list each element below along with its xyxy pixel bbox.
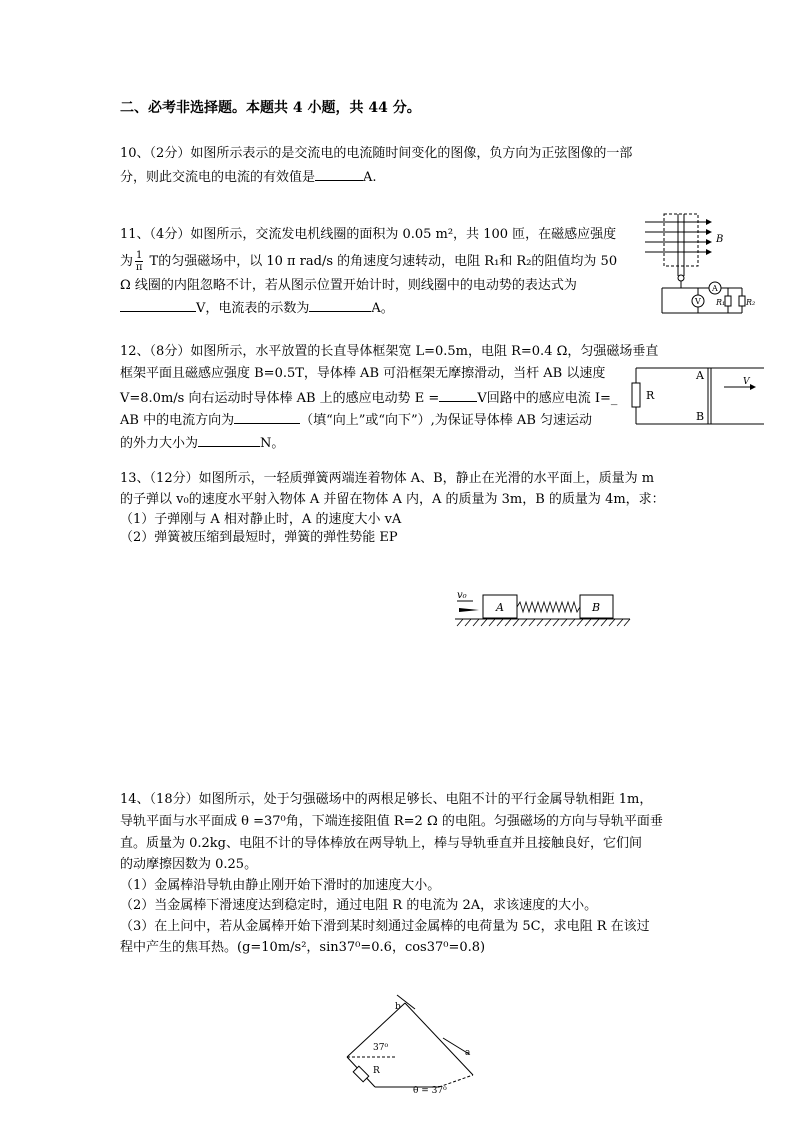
q11-emf-blank [120,297,196,312]
q14-fig-R: R [373,1066,380,1076]
q12-line5-a: 的外力大小为 [120,436,199,451]
q10-answer-blank [315,166,363,181]
q14-incline-figure [335,995,485,1095]
q14-fig-angle-bottom: θ = 37⁰ [413,1086,447,1096]
q11-line2 [120,250,617,273]
q11-frac-den: π [135,262,143,273]
q11-fraction [135,250,143,273]
q11-line4-b: A。 [371,301,394,316]
q12-fig-v: V [743,377,750,387]
q12-fig-A: A [696,369,704,382]
q14-line5: （1）金属棒沿导轨由静止刚开始下滑时的加速度大小。 [120,878,441,893]
q14-line1: 14、（18分）如图所示，处于匀强磁场中的两根足够长、电阻不计的平行金属导轨相距 1m， [120,792,653,807]
q12-line5 [120,432,284,454]
q11-line3: Ω 线圈的内阻忽略不计，若从图示位置开始计时，则线圈中的电动势的表达式为 [120,278,577,293]
q12-line5-b: N。 [260,436,285,451]
q12-line3-a: V=8.0m/s 向右运动时导体棒 AB 上的感应电动势 E = [120,391,440,406]
q11-line1: 11、（4分）如图所示，交流发电机线圈的面积为 0.05 m²，共 100 匝，在磁感应强度 [120,227,617,242]
q11-current-blank [309,297,371,312]
q12-line4-a: AB 中的电流方向为 [120,413,235,428]
q11-fig-V: V [695,297,701,306]
q10-line2 [120,166,377,188]
q11-line2-pre: 为 [120,254,134,269]
q11-fig-R2: R₂ [746,298,756,307]
q11-fig-A: A [712,284,718,293]
q11-fig-B: B [716,234,724,245]
q11-fig-R1: R₁ [716,298,726,307]
q14-line7: （3）在上问中，若从金属棒开始下滑到某时刻通过金属棒的电荷量为 5C，求电阻 R 在该过 [120,919,650,934]
q12-line4 [120,409,592,431]
q12-emf-blank [439,387,477,402]
q11-generator-figure [640,212,760,317]
q12-fig-R: R [646,389,655,402]
q12-line3-b: V回路中的感应电流 I=_ [477,391,618,406]
q10-line2-text: 分，则此交流电的电流的有效值是 [120,170,316,185]
q10-line1: 10、（2分）如图所示表示的是交流电的电流随时间变化的图像，负方向为正弦图像的一部 [120,146,633,161]
q11-frac-num: 1 [136,250,143,261]
q11-line4 [120,297,394,319]
q14-line3: 直。质量为 0.2kg、电阻不计的导体棒放在两导轨上，棒与导轨垂直并且接触良好，它们间 [120,836,643,851]
q12-frame-figure [628,365,768,427]
q14-line2: 导轨平面与水平面成 θ =37⁰角，下端连接阻值 R=2 Ω 的电阻。匀强磁场的方向与导轨平面垂 [120,814,663,829]
q13-line4: （2）弹簧被压缩到最短时，弹簧的弹性势能 EP [120,530,398,545]
q12-line4-b: （填“向上”或“向下”）,为保证导体棒 AB 匀速运动 [300,413,593,428]
q12-line3 [120,387,617,409]
q13-fig-A: A [496,601,504,614]
q10-unit: A. [363,170,377,185]
q12-direction-blank [234,409,300,424]
q14-fig-a: a [465,1048,471,1058]
q13-fig-v0: v₀ [457,590,467,601]
section-title: 二、必考非选择题。本题共 4 小题，共 44 分。 [120,100,421,116]
q13-line2: 的子弹以 v₀的速度水平射入物体 A 并留在物体 A 内，A 的质量为 3m，B 的质量为 4m，求： [120,492,665,507]
q14-line4: 的动摩擦因数为 0.25。 [120,857,258,872]
q14-fig-b: b [395,1002,401,1012]
q13-spring-figure [455,588,635,630]
q11-line2-post: T的匀强磁场中，以 10 π rad/s 的角速度匀速转动，电阻 R₁和 R₂的阻值均为 50 [145,254,618,269]
q14-line8: 程中产生的焦耳热。(g=10m/s²，sin37⁰=0.6，cos37⁰=0.8) [120,940,486,955]
q12-line2: 框架平面且磁感应强度 B=0.5T，导体棒 AB 可沿框架无摩擦滑动，当杆 AB 以速度 [120,366,606,381]
q13-line1: 13、（12分）如图所示，一轻质弹簧两端连着物体 A、B，静止在光滑的水平面上，质量为 m [120,471,655,486]
q14-fig-angle-top: 37⁰ [373,1043,389,1053]
q12-force-blank [198,432,260,447]
q14-line6: （2）当金属棒下滑速度达到稳定时，通过电阻 R 的电流为 2A，求该速度的大小。 [120,898,598,913]
q11-line4-a: V，电流表的示数为 [196,301,310,316]
q13-line3: （1）子弹刚与 A 相对静止时，A 的速度大小 vA [120,512,402,527]
q13-fig-B: B [592,601,601,614]
q12-fig-B: B [696,410,705,423]
q12-line1: 12、（8分）如图所示，水平放置的长直导体框架宽 L=0.5m，电阻 R=0.4 Ω，匀强磁场垂直 [120,344,659,359]
